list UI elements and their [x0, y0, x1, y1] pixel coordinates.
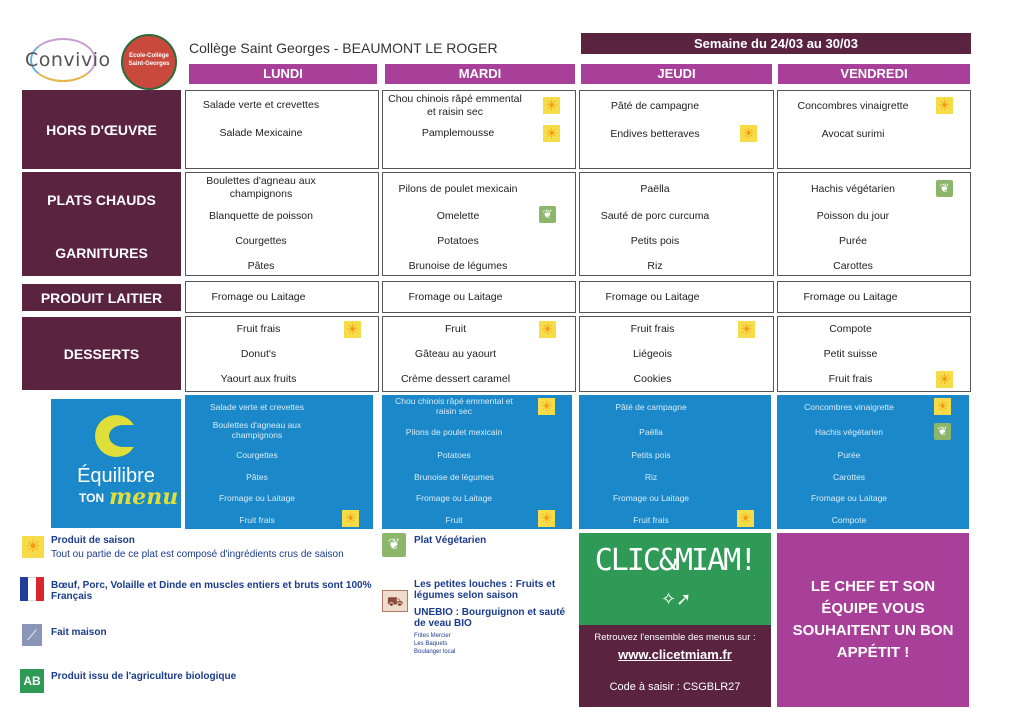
menu-item: Pamplemousse [421, 127, 495, 139]
menu-item: Petits pois [630, 235, 680, 247]
menu-item: Carottes [833, 260, 873, 272]
equilibre-item: Riz [644, 472, 658, 482]
menu-item: Liégeois [632, 348, 673, 360]
menu-item: Concombres vinaigrette [797, 100, 909, 112]
equilibre-item: Paëlla [639, 427, 663, 437]
menu-item: Chou chinois râpé emmental et raisin sec [388, 93, 522, 118]
equilibre-item: Fromage ou Laitage [810, 493, 888, 503]
menu-item: Fruit frais [630, 323, 675, 335]
equilibre-menu: menu [109, 484, 179, 510]
cell-lait-jeudi [579, 281, 774, 313]
menu-item: Fromage ou Laitage [605, 291, 700, 303]
seasonal-sun-icon: ☀ [344, 321, 361, 338]
legend-saison-text: Tout ou partie de ce plat est composé d'ingrédients crus de saison [51, 549, 344, 560]
menu-item: Crème dessert caramel [400, 373, 511, 385]
equilibre-item: Potatoes [437, 450, 471, 460]
vegetarian-leaf-icon: ❦ [934, 423, 951, 440]
cell-plats-lundi [185, 172, 379, 276]
menu-item: Blanquette de poisson [209, 210, 313, 222]
menu-item: Endives betteraves [610, 128, 700, 140]
cell-lait-vendredi [777, 281, 971, 313]
equilibre-col-vendredi [777, 395, 969, 529]
legend-france-text: Bœuf, Porc, Volaille et Dinde en muscles entiers et bruts sont 100% Français [51, 580, 372, 602]
seasonal-sun-icon: ☀ [936, 97, 953, 114]
menu-item: Poisson du jour [816, 210, 890, 222]
week-banner: Semaine du 24/03 au 30/03 [581, 33, 971, 54]
category-garnitures: GARNITURES [55, 245, 148, 261]
menu-item: Fromage ou Laitage [211, 291, 306, 303]
menu-item: Yaourt aux fruits [220, 373, 297, 385]
day-header-jeudi: JEUDI [581, 64, 772, 84]
day-header-mardi: MARDI [385, 64, 575, 84]
legend-sun-icon: ☀ [22, 536, 44, 558]
vegetarian-leaf-icon: ❦ [539, 206, 556, 223]
menu-item: Brunoise de légumes [408, 260, 508, 272]
category-hors-doeuvre: HORS D'ŒUVRE [22, 90, 181, 169]
category-desserts: DESSERTS [22, 317, 181, 390]
equilibre-title: Équilibre [77, 465, 155, 487]
cell-lait-mardi [382, 281, 576, 313]
menu-item: Pilons de poulet mexicain [398, 183, 518, 195]
equilibre-item: Chou chinois râpé emmental et raisin sec [395, 396, 513, 416]
cell-hors-lundi [185, 90, 379, 169]
equilibre-col-lundi [185, 395, 373, 529]
menu-item: Fruit frais [828, 373, 873, 385]
legend-small-3: Boulanger local [414, 649, 456, 655]
equilibre-item: Purée [837, 450, 861, 460]
category-produit-laitier: PRODUIT LAITIER [22, 284, 181, 311]
legend-vegetarien: Plat Végétarien [414, 535, 487, 546]
equilibre-item: Fromage ou Laitage [612, 493, 690, 503]
menu-item: Donut's [240, 348, 277, 360]
day-header-lundi: LUNDI [189, 64, 377, 84]
category-plats-chauds: PLATS CHAUDS [47, 192, 156, 208]
convivio-logo [22, 38, 111, 82]
menu-item: Riz [647, 260, 663, 272]
legend-petites-louches: Les petites louches : Fruits et légumes selon saison [414, 579, 556, 601]
school-logo-text: Ecole-Collège Saint-Georges [128, 53, 170, 67]
legend-vegetarian-icon: ❦ [382, 533, 406, 557]
equilibre-item: Salade verte et crevettes [209, 402, 305, 412]
menu-item: Petit suisse [823, 348, 878, 360]
clicmiam-title: CLIC&MIAM! [594, 543, 756, 578]
seasonal-sun-icon: ☀ [934, 398, 951, 415]
cell-hors-vendredi [777, 90, 971, 169]
legend-small-2: Les Baquets [414, 641, 448, 647]
equilibre-item: Compote [831, 515, 867, 525]
cell-plats-jeudi [579, 172, 774, 276]
cell-plats-vendredi [777, 172, 971, 276]
chef-message: LE CHEF ET SON ÉQUIPE VOUS SOUHAITENT UN BON APPÉTIT ! [792, 578, 954, 661]
ab-bio-icon: AB [20, 669, 44, 693]
menu-item: Fruit frais [236, 323, 281, 335]
equilibre-item: Concombres vinaigrette [804, 402, 894, 412]
menu-item: Courgettes [235, 235, 287, 247]
clicmiam-retrouvez: Retrouvez l'ensemble des menus sur : [594, 632, 756, 643]
equilibre-item: Pilons de poulet mexicain [405, 427, 503, 437]
equilibre-item: Boulettes d'agneau aux champignons [212, 420, 302, 440]
seasonal-sun-icon: ☀ [538, 510, 555, 527]
whisk-icon: ⟋ [22, 624, 42, 646]
tractor-icon: ⛟ [382, 590, 408, 612]
menu-item: Hachis végétarien [810, 183, 896, 195]
menu-item: Purée [838, 235, 868, 247]
cursor-icon: ✧➚ [661, 589, 692, 609]
cell-lait-lundi [185, 281, 379, 313]
legend-saison-title: Produit de saison [51, 535, 135, 546]
equilibre-col-jeudi [579, 395, 771, 529]
cell-plats-mardi [382, 172, 576, 276]
cell-hors-mardi [382, 90, 576, 169]
menu-item: Salade Mexicaine [219, 127, 303, 139]
legend-unebio: UNEBIO : Bourguignon et sauté de veau BIO [414, 607, 566, 629]
equilibre-item: Fromage ou Laitage [218, 493, 296, 503]
menu-item: Pâté de campagne [610, 100, 700, 112]
cell-dess-mardi [382, 316, 576, 392]
equilibre-col-mardi [382, 395, 572, 529]
clicmiam-code: Code à saisir : CSGBLR27 [609, 681, 741, 693]
equilibre-logo-panel [51, 399, 181, 528]
clicmiam-url-link[interactable]: www.clicetmiam.fr [618, 647, 732, 662]
equilibre-item: Fruit frais [633, 515, 669, 525]
equilibre-item: Fromage ou Laitage [415, 493, 493, 503]
menu-item: Fruit [445, 323, 466, 335]
school-logo [121, 34, 177, 90]
equilibre-item: Hachis végétarien [814, 427, 884, 437]
cell-dess-vendredi [777, 316, 971, 392]
menu-item: Sauté de porc curcuma [600, 210, 710, 222]
seasonal-sun-icon: ☀ [538, 398, 555, 415]
menu-item: Paëlla [640, 183, 670, 195]
cell-hors-jeudi [579, 90, 774, 169]
equilibre-item: Carottes [832, 472, 866, 482]
menu-item: Salade verte et crevettes [202, 99, 320, 111]
equilibre-item: Petits pois [631, 450, 671, 460]
seasonal-sun-icon: ☀ [342, 510, 359, 527]
equilibre-item: Pâté de campagne [615, 402, 687, 412]
equilibre-item: Brunoise de légumes [414, 472, 494, 482]
clicmiam-panel [579, 533, 771, 625]
equilibre-ton: TON [79, 491, 105, 505]
menu-item: Fromage ou Laitage [408, 291, 503, 303]
category-plats-garnitures-block [22, 172, 181, 276]
seasonal-sun-icon: ☀ [737, 510, 754, 527]
equilibre-item: Pâtes [246, 472, 268, 482]
legend-fait-maison: Fait maison [51, 627, 107, 638]
legend-bio-text: Produit issu de l'agriculture biologique [51, 671, 237, 682]
menu-item: Gâteau au yaourt [414, 348, 497, 360]
menu-item: Compote [829, 323, 872, 335]
seasonal-sun-icon: ☀ [936, 371, 953, 388]
equilibre-item: Fruit frais [239, 515, 275, 525]
seasonal-sun-icon: ☀ [543, 97, 560, 114]
school-title: Collège Saint Georges - BEAUMONT LE ROGER [189, 40, 498, 56]
seasonal-sun-icon: ☀ [539, 321, 556, 338]
seasonal-sun-icon: ☀ [738, 321, 755, 338]
menu-item: Cookies [633, 373, 672, 385]
menu-item: Omelette [436, 210, 480, 222]
cell-dess-lundi [185, 316, 379, 392]
seasonal-sun-icon: ☀ [740, 125, 757, 142]
seasonal-sun-icon: ☀ [543, 125, 560, 142]
vegetarian-leaf-icon: ❦ [936, 180, 953, 197]
menu-item: Boulettes d'agneau aux champignons [206, 175, 316, 200]
menu-item: Potatoes [437, 235, 479, 247]
french-flag-icon [20, 577, 44, 601]
day-header-vendredi: VENDREDI [778, 64, 970, 84]
menu-item: Avocat surimi [821, 128, 885, 140]
menu-item: Fromage ou Laitage [803, 291, 898, 303]
clicmiam-info-panel [579, 625, 771, 707]
equilibre-item: Fruit [445, 515, 463, 525]
equilibre-item: Courgettes [236, 450, 278, 460]
legend-small-1: Frites Mercier [414, 633, 451, 639]
brand-name: Convivio [25, 49, 111, 71]
menu-item: Pâtes [247, 260, 275, 272]
chef-message-panel [777, 533, 969, 707]
cell-dess-jeudi [579, 316, 774, 392]
equilibre-c-icon [95, 415, 137, 457]
